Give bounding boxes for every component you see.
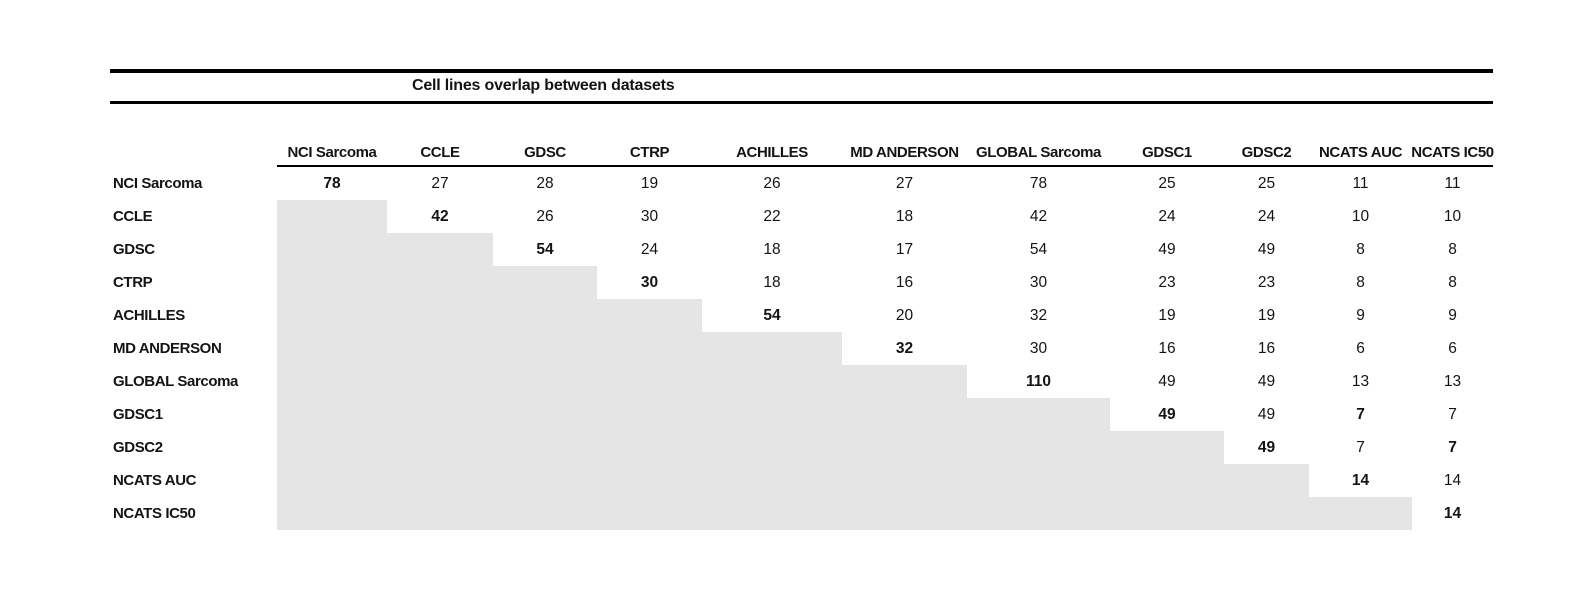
matrix-cell-ctrp-global-sarcoma: 30 [1029, 273, 1048, 291]
matrix-cell-ctrp-ctrp: 30 [640, 273, 659, 291]
matrix-cell-ncats-ic50-ncats-ic50: 14 [1443, 504, 1462, 522]
matrix-cell-nci-sarcoma-achilles: 26 [763, 174, 781, 192]
matrix-cell-ctrp-gdsc1: 23 [1158, 273, 1176, 291]
matrix-cell-nci-sarcoma-gdsc2: 25 [1257, 174, 1276, 192]
matrix-cell-ctrp-gdsc2: 23 [1257, 273, 1276, 291]
shaded-cell [842, 431, 967, 464]
matrix-cell-ccle-ncats-auc: 10 [1351, 207, 1370, 225]
row-header-ccle: CCLE [113, 208, 153, 225]
matrix-cell-global-sarcoma-ncats-ic50: 13 [1443, 372, 1462, 390]
column-header-nci-sarcoma: NCI Sarcoma [277, 130, 387, 167]
column-header-ncats-ic50: NCATS IC50 [1412, 130, 1493, 167]
shaded-cell [493, 431, 597, 464]
matrix-cell-md-anderson-md-anderson: 32 [895, 339, 914, 357]
column-header-global-sarcoma: GLOBAL Sarcoma [967, 130, 1110, 167]
shaded-cell [842, 398, 967, 431]
title-rule-bottom [110, 101, 1493, 104]
matrix-cell-global-sarcoma-gdsc2: 49 [1257, 372, 1276, 390]
matrix-cell-ccle-ctrp: 30 [640, 207, 659, 225]
shaded-cell [277, 497, 387, 530]
shaded-cell [702, 398, 842, 431]
shaded-cell [387, 299, 493, 332]
shaded-cell [387, 431, 493, 464]
shaded-cell [1110, 431, 1224, 464]
matrix-cell-ccle-md-anderson: 18 [895, 207, 914, 225]
shaded-cell [702, 464, 842, 497]
matrix-cell-md-anderson-ncats-ic50: 6 [1448, 339, 1457, 357]
row-header-gdsc1: GDSC1 [113, 406, 163, 423]
matrix-cell-ctrp-md-anderson: 16 [895, 273, 914, 291]
shaded-cell [597, 431, 702, 464]
shaded-cell [597, 299, 702, 332]
row-header-ctrp: CTRP [113, 274, 153, 291]
matrix-cell-ccle-gdsc2: 24 [1257, 207, 1276, 225]
matrix-cell-achilles-ncats-auc: 9 [1356, 306, 1365, 324]
shaded-cell [1224, 464, 1309, 497]
shaded-cell [702, 365, 842, 398]
matrix-cell-gdsc-ncats-auc: 8 [1356, 240, 1365, 258]
matrix-cell-gdsc1-ncats-ic50: 7 [1448, 405, 1457, 423]
matrix-cell-gdsc-global-sarcoma: 54 [1029, 240, 1048, 258]
matrix-cell-gdsc-md-anderson: 17 [895, 240, 914, 258]
overlap-matrix [110, 130, 1493, 530]
matrix-cell-gdsc2-ncats-ic50: 7 [1448, 438, 1457, 456]
shaded-cell [702, 497, 842, 530]
matrix-cell-gdsc-gdsc: 54 [536, 240, 554, 258]
matrix-cell-achilles-global-sarcoma: 32 [1029, 306, 1048, 324]
matrix-cell-nci-sarcoma-ncats-ic50: 11 [1444, 174, 1461, 192]
matrix-cell-achilles-achilles: 54 [763, 306, 781, 324]
row-header-md-anderson: MD ANDERSON [113, 340, 222, 357]
shaded-cell [493, 365, 597, 398]
matrix-cell-md-anderson-ncats-auc: 6 [1356, 339, 1365, 357]
shaded-cell [387, 398, 493, 431]
matrix-cell-ccle-achilles: 22 [763, 207, 781, 225]
shaded-cell [277, 266, 387, 299]
row-header-ncats-ic50: NCATS IC50 [113, 505, 196, 522]
shaded-cell [387, 233, 493, 266]
shaded-cell [842, 497, 967, 530]
shaded-cell [597, 398, 702, 431]
shaded-cell [1110, 497, 1224, 530]
shaded-cell [277, 431, 387, 464]
shaded-cell [387, 266, 493, 299]
shaded-cell [387, 464, 493, 497]
shaded-cell [493, 266, 597, 299]
matrix-cell-ncats-auc-ncats-auc: 14 [1351, 471, 1370, 489]
matrix-cell-ccle-gdsc: 26 [536, 207, 554, 225]
shaded-cell [277, 464, 387, 497]
matrix-cell-nci-sarcoma-md-anderson: 27 [895, 174, 914, 192]
matrix-cell-nci-sarcoma-gdsc1: 25 [1158, 174, 1176, 192]
shaded-cell [842, 365, 967, 398]
matrix-cell-nci-sarcoma-ccle: 27 [431, 174, 449, 192]
matrix-cell-gdsc1-gdsc2: 49 [1257, 405, 1276, 423]
shaded-cell [277, 365, 387, 398]
matrix-cell-nci-sarcoma-gdsc: 28 [536, 174, 554, 192]
matrix-cell-gdsc1-gdsc1: 49 [1158, 405, 1176, 423]
column-header-ccle: CCLE [387, 130, 493, 167]
shaded-cell [597, 464, 702, 497]
matrix-cell-achilles-md-anderson: 20 [895, 306, 914, 324]
row-header-nci-sarcoma: NCI Sarcoma [113, 175, 202, 192]
shaded-cell [277, 332, 387, 365]
matrix-cell-gdsc-gdsc1: 49 [1158, 240, 1176, 258]
shaded-cell [702, 431, 842, 464]
shaded-cell [493, 332, 597, 365]
matrix-cell-ctrp-achilles: 18 [763, 273, 781, 291]
row-header-gdsc: GDSC [113, 241, 155, 258]
shaded-cell [493, 299, 597, 332]
shaded-cell [967, 464, 1110, 497]
matrix-cell-global-sarcoma-ncats-auc: 13 [1351, 372, 1370, 390]
row-header-gdsc2: GDSC2 [113, 439, 163, 456]
matrix-cell-achilles-ncats-ic50: 9 [1448, 306, 1457, 324]
corner-cell [110, 130, 277, 167]
shaded-cell [1224, 497, 1309, 530]
matrix-cell-ccle-global-sarcoma: 42 [1029, 207, 1048, 225]
matrix-cell-gdsc-gdsc2: 49 [1257, 240, 1276, 258]
matrix-cell-ncats-auc-ncats-ic50: 14 [1443, 471, 1462, 489]
column-header-md-anderson: MD ANDERSON [842, 130, 967, 167]
matrix-cell-global-sarcoma-gdsc1: 49 [1158, 372, 1176, 390]
table-title: Cell lines overlap between datasets [412, 77, 675, 94]
row-header-achilles: ACHILLES [113, 307, 185, 324]
shaded-cell [493, 464, 597, 497]
shaded-cell [277, 398, 387, 431]
matrix-cell-gdsc-ncats-ic50: 8 [1448, 240, 1457, 258]
shaded-cell [277, 233, 387, 266]
matrix-cell-ccle-ccle: 42 [431, 207, 449, 225]
shaded-cell [277, 299, 387, 332]
column-header-ctrp: CTRP [597, 130, 702, 167]
shaded-cell [493, 398, 597, 431]
row-header-ncats-auc: NCATS AUC [113, 472, 197, 489]
shaded-cell [1309, 497, 1412, 530]
matrix-cell-gdsc-ctrp: 24 [640, 240, 659, 258]
column-header-gdsc: GDSC [493, 130, 597, 167]
matrix-cell-md-anderson-gdsc2: 16 [1257, 339, 1276, 357]
shaded-cell [967, 497, 1110, 530]
title-rule-top [110, 69, 1493, 73]
matrix-cell-ctrp-ncats-auc: 8 [1356, 273, 1365, 291]
shaded-cell [842, 464, 967, 497]
matrix-cell-gdsc1-ncats-auc: 7 [1356, 405, 1365, 423]
matrix-cell-nci-sarcoma-ncats-auc: 11 [1352, 174, 1369, 192]
matrix-cell-gdsc2-ncats-auc: 7 [1356, 438, 1365, 456]
shaded-cell [967, 431, 1110, 464]
matrix-cell-nci-sarcoma-ctrp: 19 [640, 174, 659, 192]
matrix-cell-ccle-gdsc1: 24 [1158, 207, 1176, 225]
matrix-cell-gdsc-achilles: 18 [763, 240, 781, 258]
shaded-cell [277, 200, 387, 233]
shaded-cell [597, 497, 702, 530]
shaded-cell [702, 332, 842, 365]
row-header-global-sarcoma: GLOBAL Sarcoma [113, 373, 238, 390]
shaded-cell [597, 332, 702, 365]
shaded-cell [387, 365, 493, 398]
shaded-cell [597, 365, 702, 398]
matrix-cell-md-anderson-global-sarcoma: 30 [1029, 339, 1048, 357]
matrix-cell-ctrp-ncats-ic50: 8 [1448, 273, 1457, 291]
column-header-gdsc2: GDSC2 [1224, 130, 1309, 167]
shaded-cell [493, 497, 597, 530]
matrix-cell-achilles-gdsc1: 19 [1158, 306, 1176, 324]
matrix-cell-nci-sarcoma-nci-sarcoma: 78 [323, 174, 341, 192]
shaded-cell [387, 332, 493, 365]
shaded-cell [1110, 464, 1224, 497]
matrix-cell-gdsc2-gdsc2: 49 [1257, 438, 1276, 456]
column-header-achilles: ACHILLES [702, 130, 842, 167]
matrix-cell-md-anderson-gdsc1: 16 [1158, 339, 1176, 357]
shaded-cell [967, 398, 1110, 431]
matrix-cell-achilles-gdsc2: 19 [1257, 306, 1276, 324]
column-header-gdsc1: GDSC1 [1110, 130, 1224, 167]
matrix-cell-nci-sarcoma-global-sarcoma: 78 [1029, 174, 1048, 192]
shaded-cell [387, 497, 493, 530]
matrix-cell-ccle-ncats-ic50: 10 [1443, 207, 1462, 225]
matrix-cell-global-sarcoma-global-sarcoma: 110 [1025, 372, 1051, 390]
column-header-ncats-auc: NCATS AUC [1309, 130, 1412, 167]
